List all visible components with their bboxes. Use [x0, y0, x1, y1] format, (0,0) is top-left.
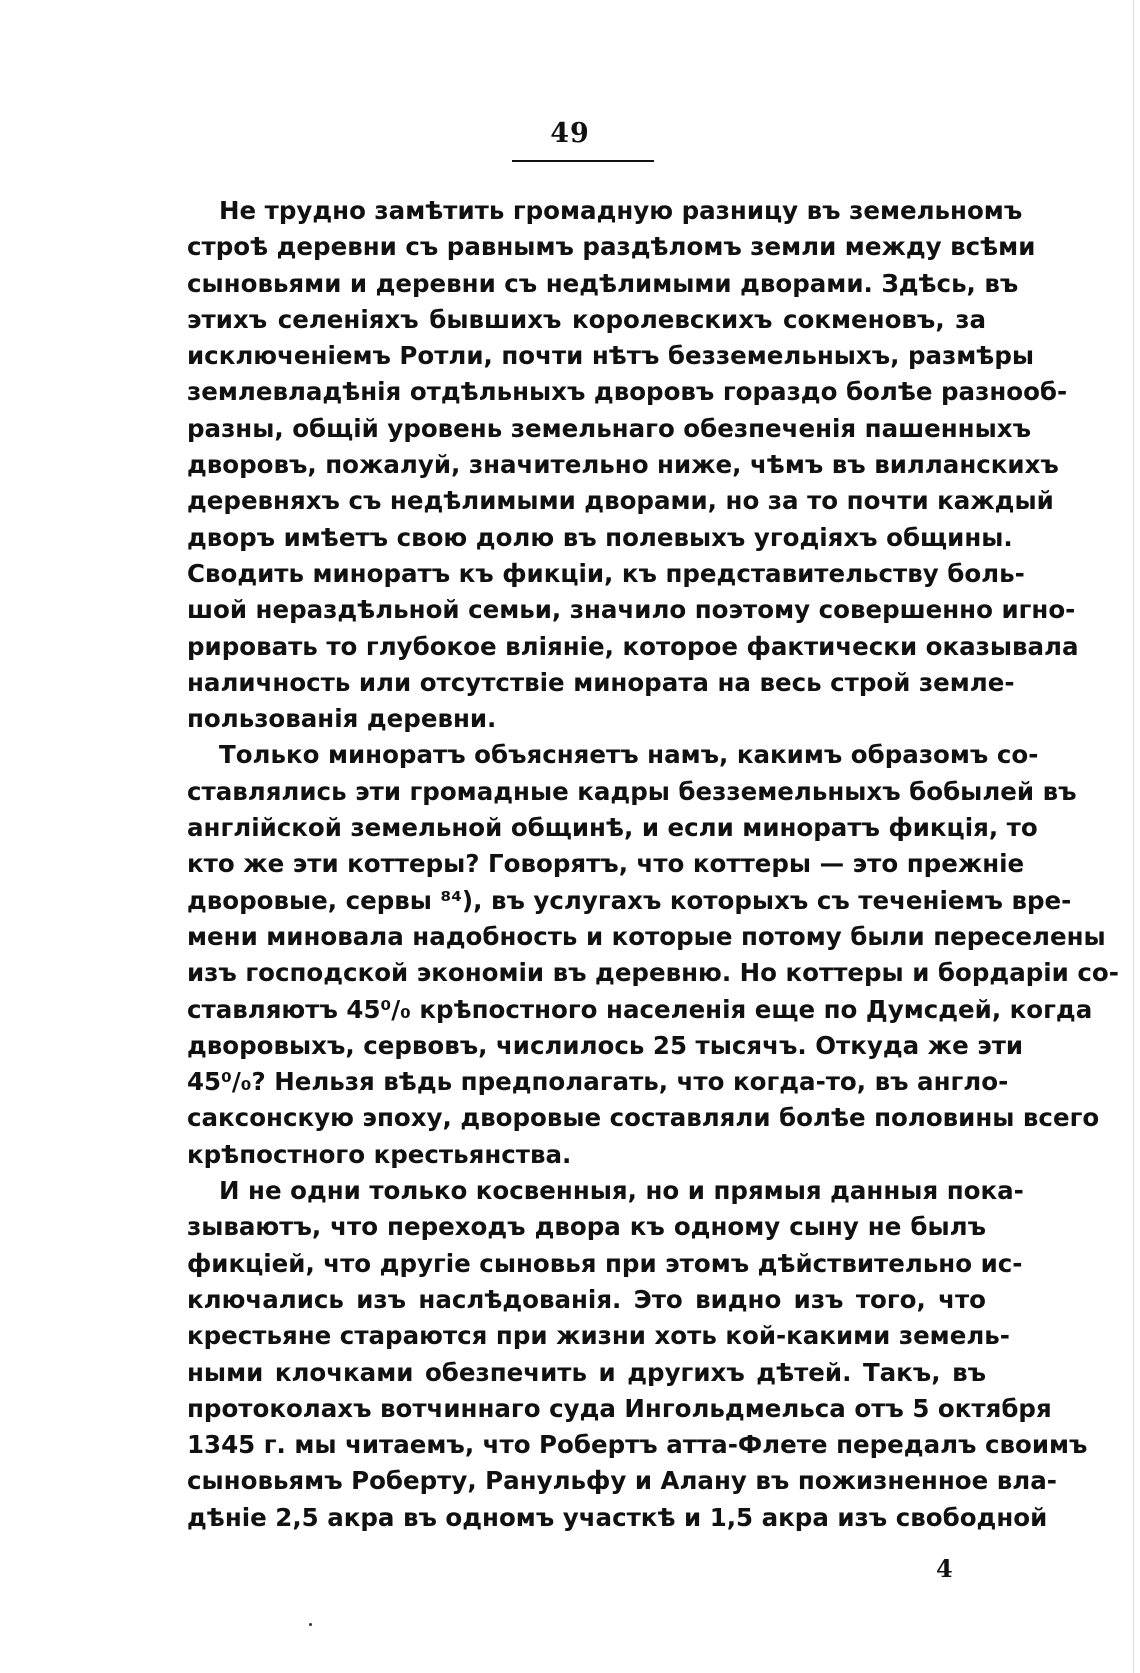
- text-line: деревняхъ съ недѣлимыми дворами, но за то почти каждый: [187, 486, 1054, 516]
- text-line: кто же эти коттеры? Говорятъ, что коттеры — это прежніе: [187, 849, 1025, 879]
- text-line: 45⁰/₀? Нельзя вѣдь предполагать, что когда-то, въ англо-: [187, 1067, 1009, 1097]
- text-line: наличность или отсутствіе минората на весь строй земле-: [187, 667, 1015, 697]
- page-edge-line: [1133, 0, 1134, 1673]
- text-line: пользованія деревни.: [187, 704, 497, 734]
- body-text: [187, 193, 1119, 1536]
- text-line: дворовые, сервы ⁸⁴), въ услугахъ которыхъ съ теченіемъ вре-: [187, 885, 1072, 915]
- text-line: сыновьямъ Роберту, Ранульфу и Алану въ пожизненное вла-: [187, 1466, 1057, 1496]
- text-line: ставлялись эти громадные кадры безземельныхъ бобылей въ: [187, 776, 1077, 806]
- text-line: рировать то глубокое вліяніе, которое фактически оказывала: [187, 631, 1079, 661]
- text-line: этихъ селеніяхъ бывшихъ королевскихъ сокменовъ, за: [187, 304, 986, 334]
- text-line: ключались изъ наслѣдованія. Это видно изъ того, что: [187, 1284, 986, 1314]
- text-line: изъ господской экономіи въ деревню. Но коттеры и бордаріи со-: [187, 958, 1119, 988]
- text-line: дворовъ, пожалуй, значительно ниже, чѣмъ въ вилланскихъ: [187, 450, 1059, 480]
- text-line: саксонскую эпоху, дворовые составляли болѣе половины всего: [187, 1103, 1100, 1133]
- text-line: мени миновала надобность и которые потому были переселены: [187, 921, 1106, 951]
- header-rule: [512, 160, 654, 162]
- text-line: протоколахъ вотчиннаго суда Ингольдмельса отъ 5 октября: [187, 1393, 1052, 1423]
- text-line: ставляютъ 45⁰/₀ крѣпостного населенія еще по Думсдей, когда: [187, 994, 1093, 1024]
- print-speck: [309, 1623, 312, 1626]
- text-line: крестьяне стараются при жизни хоть кой-какими земель-: [187, 1321, 1010, 1351]
- paragraph-2: [187, 737, 1119, 1173]
- text-line: строѣ деревни съ равнымъ раздѣломъ земли между всѣми: [187, 232, 1036, 262]
- paragraph-1: [187, 193, 1079, 737]
- text-line: шой нераздѣльной семьи, значило поэтому совершенно игно-: [187, 595, 1076, 625]
- text-line: сыновьями и деревни съ недѣлимыми дворами. Здѣсь, въ: [187, 268, 1019, 298]
- text-line: Только миноратъ объясняетъ намъ, какимъ образомъ со-: [219, 740, 1039, 770]
- text-line: англійской земельной общинѣ, и если миноратъ фикція, то: [187, 813, 1038, 843]
- text-line: И не одни только косвенныя, но и прямыя данныя пока-: [219, 1176, 1024, 1206]
- signature-mark: 4: [936, 1554, 953, 1583]
- text-line: фикціей, что другіе сыновья при этомъ дѣйствительно ис-: [187, 1248, 1023, 1278]
- text-line: разны, общій уровень земельнаго обезпеченія пашенныхъ: [187, 413, 1031, 443]
- text-line: Не трудно замѣтить громадную разницу въ земельномъ: [219, 196, 1023, 225]
- page-number: 49: [550, 118, 590, 149]
- text-line: землевладѣнія отдѣльныхъ дворовъ гораздо болѣе разнооб-: [187, 377, 1068, 407]
- text-line: ными клочками обезпечить и другихъ дѣтей. Такъ, въ: [187, 1357, 986, 1387]
- text-line: исключеніемъ Ротли, почти нѣтъ безземельныхъ, размѣры: [187, 341, 1035, 371]
- text-line: зываютъ, что переходъ двора къ одному сыну не былъ: [187, 1212, 986, 1242]
- text-line: дѣніе 2,5 акра въ одномъ участкѣ и 1,5 акра изъ свободной: [187, 1502, 1048, 1532]
- text-line: дворовыхъ, сервовъ, числилось 25 тысячъ. Откуда же эти: [187, 1030, 1024, 1060]
- text-line: крѣпостного крестьянства.: [187, 1139, 572, 1169]
- text-line: Сводить минoратъ къ фикціи, къ представительству боль-: [187, 558, 1025, 588]
- text-line: дворъ имѣетъ свою долю въ полевыхъ угодіяхъ общины.: [187, 522, 1013, 552]
- text-line: 1345 г. мы читаемъ, что Робертъ атта-Флете передалъ своимъ: [187, 1430, 1088, 1460]
- paragraph-3: [187, 1173, 1088, 1536]
